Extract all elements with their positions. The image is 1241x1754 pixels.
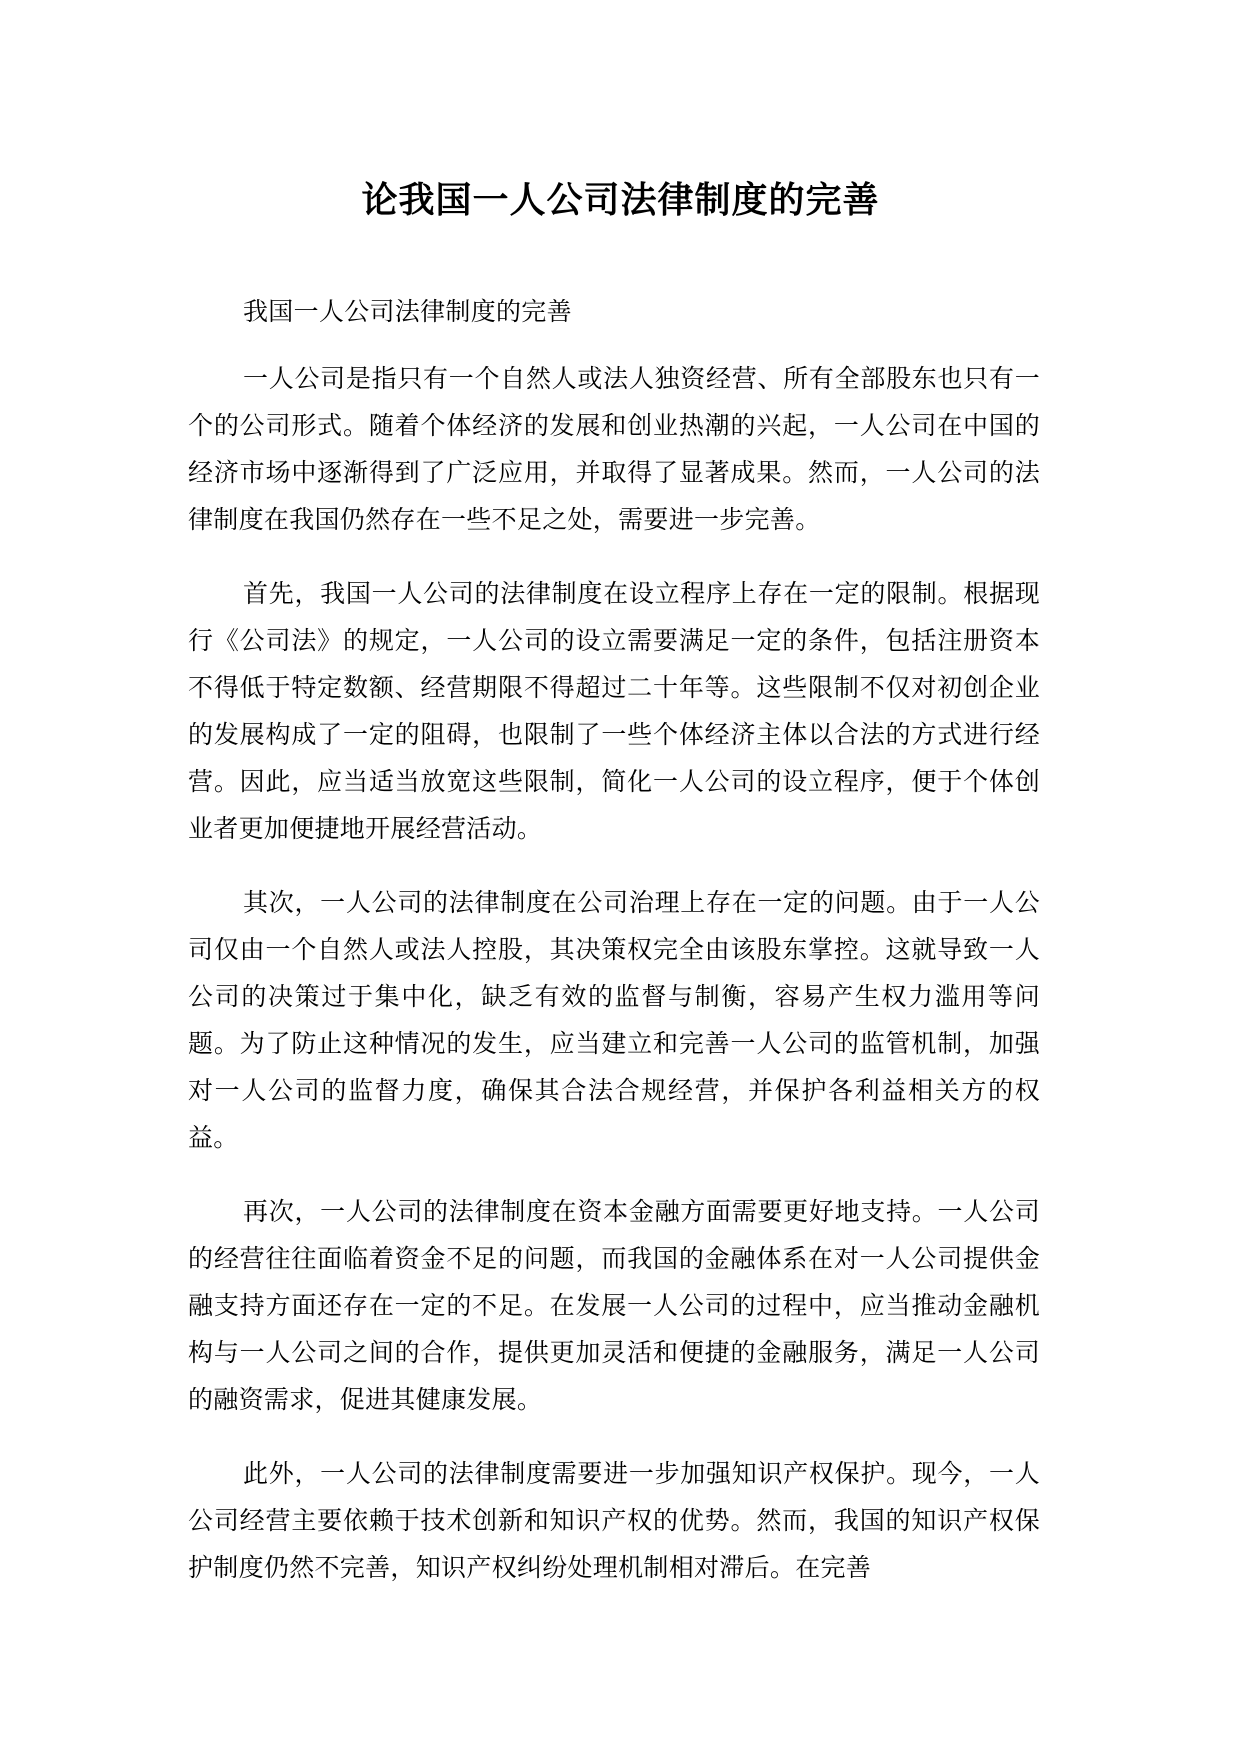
document-title: 论我国一人公司法律制度的完善 — [361, 180, 880, 221]
paragraph-fourth-point: 此外，一人公司的法律制度需要进一步加强知识产权保护。现今，一人公司经营主要依赖于技术创新和知识产权的优势。然而，我国的知识产权保护制度仍然不完善，知识产权纠纷处理机制相对滞后。在完善 — [188, 1459, 1040, 1582]
paragraph-third-point: 再次，一人公司的法律制度在资本金融方面需要更好地支持。一人公司的经营往往面临着资金不足的问题，而我国的金融体系在对一人公司提供金融支持方面还存在一定的不足。在发展一人公司的过程中，应当推动金融机构与一人公司之间的合作，提供更加灵活和便捷的金融服务，满足一人公司的融资需求，促进其健康发展。 — [188, 1197, 1040, 1414]
paragraph-intro: 一人公司是指只有一个自然人或法人独资经营、所有全部股东也只有一个的公司形式。随着个体经济的发展和创业热潮的兴起，一人公司在中国的经济市场中逐渐得到了广泛应用，并取得了显著成果。然而，一人公司的法律制度在我国仍然存在一些不足之处，需要进一步完善。 — [188, 364, 1040, 534]
document-body — [188, 288, 1040, 1618]
paragraph-second-point: 其次，一人公司的法律制度在公司治理上存在一定的问题。由于一人公司仅由一个自然人或法人控股，其决策权完全由该股东掌控。这就导致一人公司的决策过于集中化，缺乏有效的监督与制衡，容易产生权力滥用等问题。为了防止这种情况的发生，应当建立和完善一人公司的监管机制，加强对一人公司的监督力度，确保其合法合规经营，并保护各利益相关方的权益。 — [188, 888, 1040, 1152]
paragraph-subtitle: 我国一人公司法律制度的完善 — [243, 297, 572, 326]
paragraph-first-point: 首先，我国一人公司的法律制度在设立程序上存在一定的限制。根据现行《公司法》的规定，一人公司的设立需要满足一定的条件，包括注册资本不得低于特定数额、经营期限不得超过二十年等。这些限制不仅对初创企业的发展构成了一定的阻碍，也限制了一些个体经济主体以合法的方式进行经营。因此，应当适当放宽这些限制，简化一人公司的设立程序，便于个体创业者更加便捷地开展经营活动。 — [188, 579, 1040, 843]
